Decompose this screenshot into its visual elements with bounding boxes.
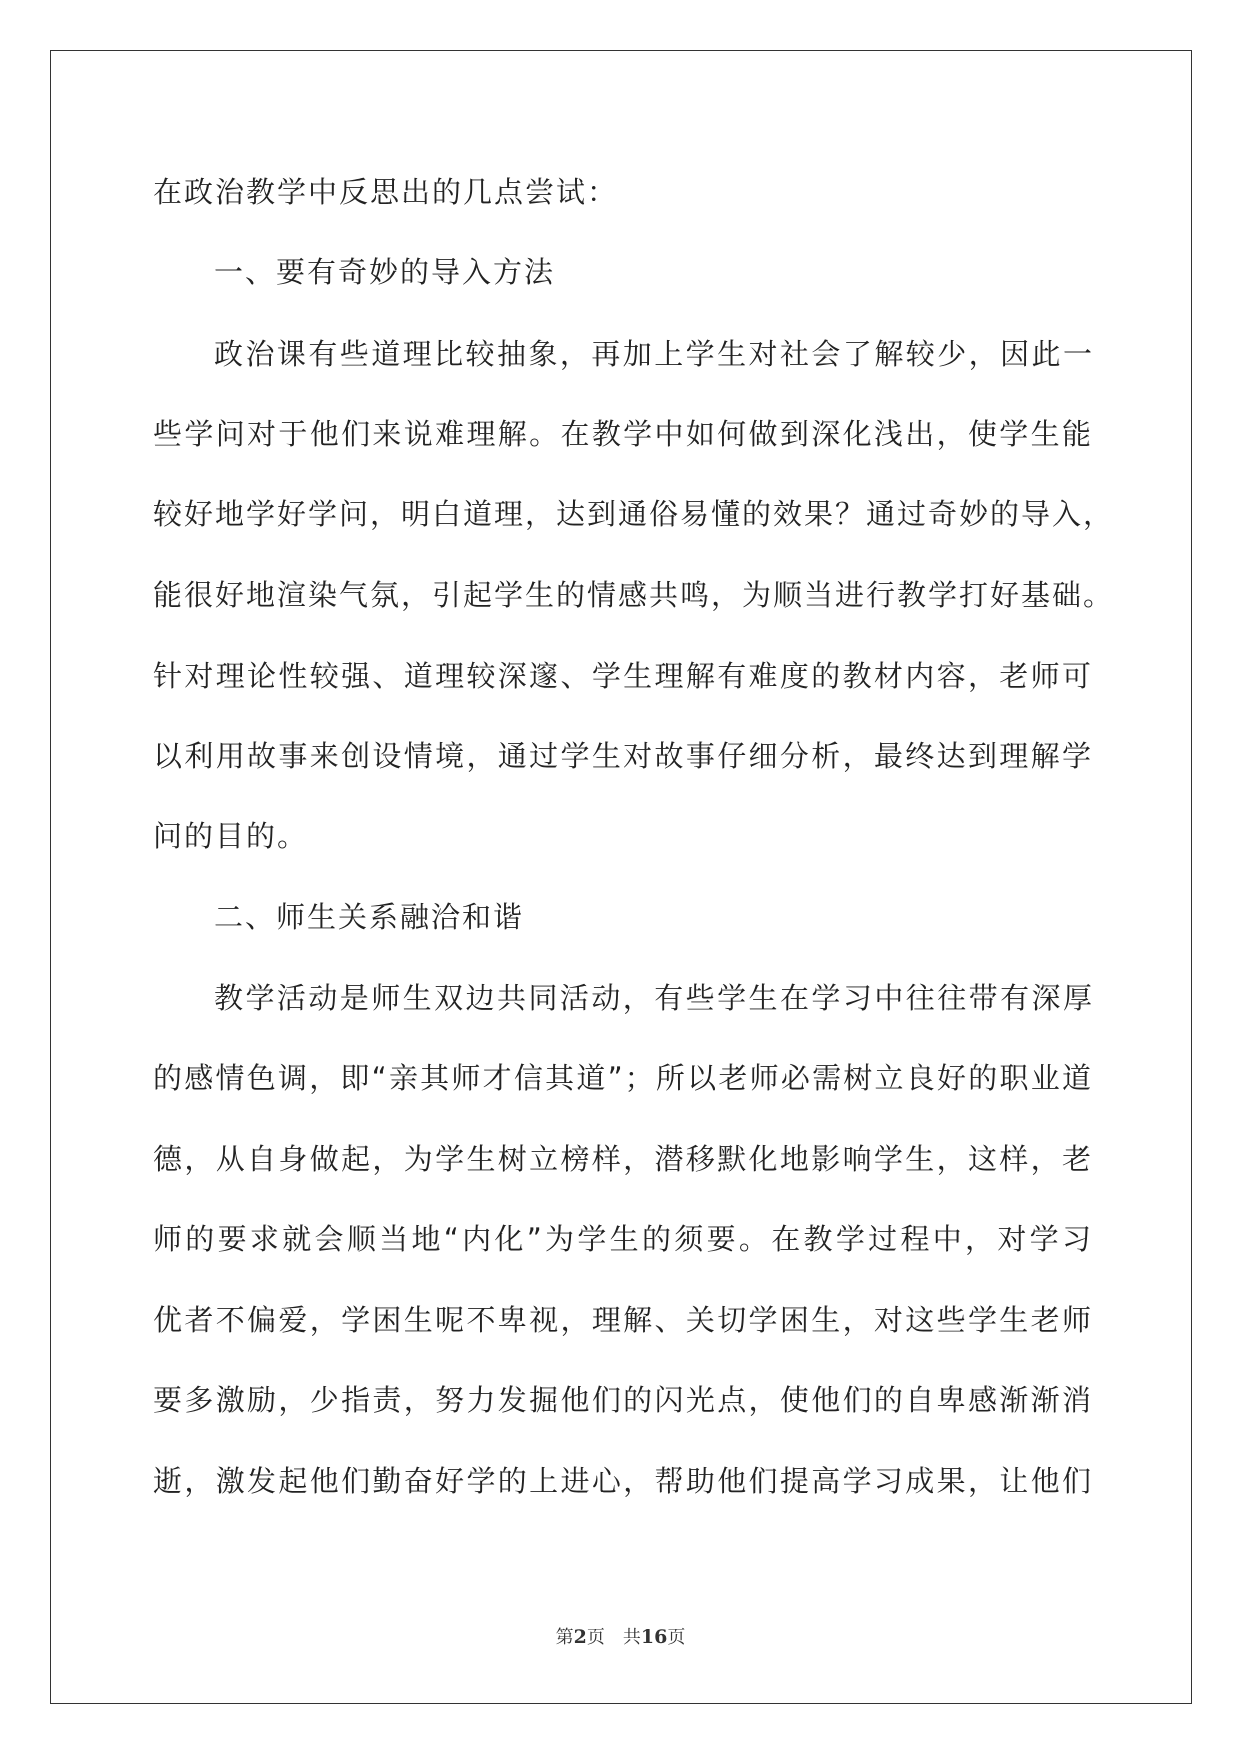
paragraph-line: 以利用故事来创设情境，通过学生对故事仔细分析，最终达到理解学: [153, 739, 1093, 773]
paragraph-line: 教学活动是师生双边共同活动，有些学生在学习中往往带有深厚: [214, 981, 1094, 1015]
paragraph-line: 针对理论性较强、道理较深邃、学生理解有难度的教材内容，老师可: [153, 659, 1093, 693]
paragraph-line: 逝，激发起他们勤奋好学的上进心，帮助他们提高学习成果，让他们: [153, 1464, 1093, 1498]
footer-total-prefix: 共: [622, 1627, 641, 1648]
paragraph-line: 要多激励，少指责，努力发掘他们的闪光点，使他们的自卑感渐渐消: [153, 1383, 1093, 1417]
footer-page-current: 2: [573, 1626, 587, 1648]
text-line-intro: 在政治教学中反思出的几点尝试：: [153, 175, 619, 209]
paragraph-line: 师的要求就会顺当地“内化”为学生的须要。在教学过程中，对学习: [153, 1222, 1093, 1256]
footer-page-total: 16: [640, 1626, 668, 1648]
footer-page-unit: 页: [586, 1627, 605, 1648]
paragraph-line: 较好地学好学问，明白道理，达到通俗易懂的效果？通过奇妙的导入，: [153, 497, 1115, 531]
footer-page-prefix: 第: [555, 1627, 574, 1648]
paragraph-line: 能很好地渲染气氛，引起学生的情感共鸣，为顺当进行教学打好基础。: [153, 578, 1115, 612]
paragraph-line: 政治课有些道理比较抽象，再加上学生对社会了解较少，因此一: [214, 337, 1094, 371]
section-heading-2: 二、师生关系融洽和谐: [214, 900, 525, 934]
page-border: [50, 50, 1192, 1704]
section-heading-1: 一、要有奇妙的导入方法: [214, 255, 556, 289]
footer-total-unit: 页: [667, 1627, 686, 1648]
paragraph-line: 些学问对于他们来说难理解。在教学中如何做到深化浅出，使学生能: [153, 417, 1093, 451]
page-footer: [0, 1625, 1241, 1650]
paragraph-line: 问的目的。: [153, 819, 309, 853]
paragraph-line: 德，从自身做起，为学生树立榜样，潜移默化地影响学生，这样，老: [153, 1142, 1093, 1176]
paragraph-line: 的感情色调，即“亲其师才信其道”；所以老师必需树立良好的职业道: [153, 1061, 1093, 1095]
paragraph-line: 优者不偏爱，学困生呢不卑视，理解、关切学困生，对这些学生老师: [153, 1303, 1093, 1337]
